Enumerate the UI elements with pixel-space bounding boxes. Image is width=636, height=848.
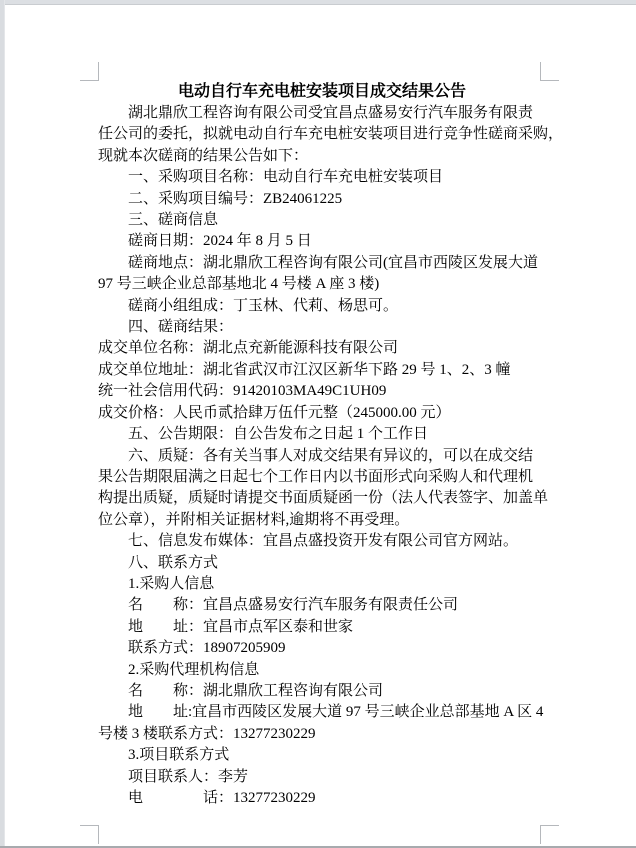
document-lines [98,103,564,809]
text-line: 湖北鼎欣工程咨询有限公司受宜昌点盛易安行汽车服务有限责 [128,105,534,121]
text-line: 1.采购人信息 [128,575,215,592]
text-line: 地 址:宜昌市西陵区发展大道 97 号三峡企业总部基地 A 区 4 [128,704,544,721]
margin-crop-mark-top-left [80,62,99,81]
text-line: 成交价格：人民币贰拾肆万伍仟元整（245000.00 元） [98,404,451,421]
text-line: 地 址：宜昌市点军区泰和世家 [128,618,354,635]
text-line: 97 号三峡企业总部基地北 4 号楼 A 座 3 楼) [98,276,380,293]
text-line: 磋商地点：湖北鼎欣工程咨询有限公司(宜昌市西陵区发展大道 [128,254,538,271]
text-line: 构提出质疑，质疑时请提交书面质疑函一份（法人代表签字、加盖单 [98,490,549,507]
text-line: 2.采购代理机构信息 [128,661,260,678]
text-line: 任公司的委托，拟就电动自行车充电桩安装项目进行竞争性磋商采购， [98,126,564,143]
text-line: 五、公告期限：自公告发布之日起 1 个工作日 [128,426,429,443]
text-line: 3.项目联系方式 [128,747,230,764]
text-line: 一、采购项目名称：电动自行车充电桩安装项目 [128,169,444,186]
text-line: 位公章），并附相关证据材料,逾期将不再受理。 [98,511,410,528]
text-line: 二、采购项目编号：ZB24061225 [128,190,343,207]
document-body [98,81,564,809]
text-line: 电 话：13277230229 [128,790,316,806]
text-line: 果公告期限届满之日起七个工作日内以书面形式向采购人和代理机 [98,468,534,485]
margin-crop-mark-bottom-right [540,825,559,844]
text-line: 八、联系方式 [128,554,219,571]
text-line: 联系方式：18907205909 [128,640,286,657]
text-line: 现就本次磋商的结果公告如下： [98,147,309,164]
text-line: 名 称：湖北鼎欣工程咨询有限公司 [128,682,384,699]
margin-crop-mark-top-right [540,62,559,81]
text-line: 磋商日期：2024 年 8 月 5 日 [128,233,312,250]
text-line: 号楼 3 楼联系方式：13277230229 [98,725,316,742]
text-line: 七、信息发布媒体：宜昌点盛投资开发有限公司官方网站。 [128,533,519,550]
text-line: 六、质疑：各有关当事人对成交结果有异议的，可以在成交结 [128,447,534,464]
app-top-edge [0,0,636,5]
text-line: 磋商小组组成：丁玉林、代莉、杨思可。 [128,297,399,314]
text-line: 成交单位名称：湖北点充新能源科技有限公司 [98,340,399,357]
margin-crop-mark-bottom-left [80,825,99,844]
text-line: 三、磋商信息 [128,212,219,229]
text-line: 项目联系人：李芳 [128,768,249,785]
text-line: 成交单位地址：湖北省武汉市江汉区新华下路 29 号 1、2、3 幢 [98,361,511,378]
app-left-edge [0,0,5,848]
text-line: 名 称：宜昌点盛易安行汽车服务有限责任公司 [128,597,459,614]
document-title: 电动自行车充电桩安装项目成交结果公告 [177,83,466,100]
text-line: 四、磋商结果： [128,319,234,336]
text-line: 统一社会信用代码：91420103MA49C1UH09 [98,383,387,400]
